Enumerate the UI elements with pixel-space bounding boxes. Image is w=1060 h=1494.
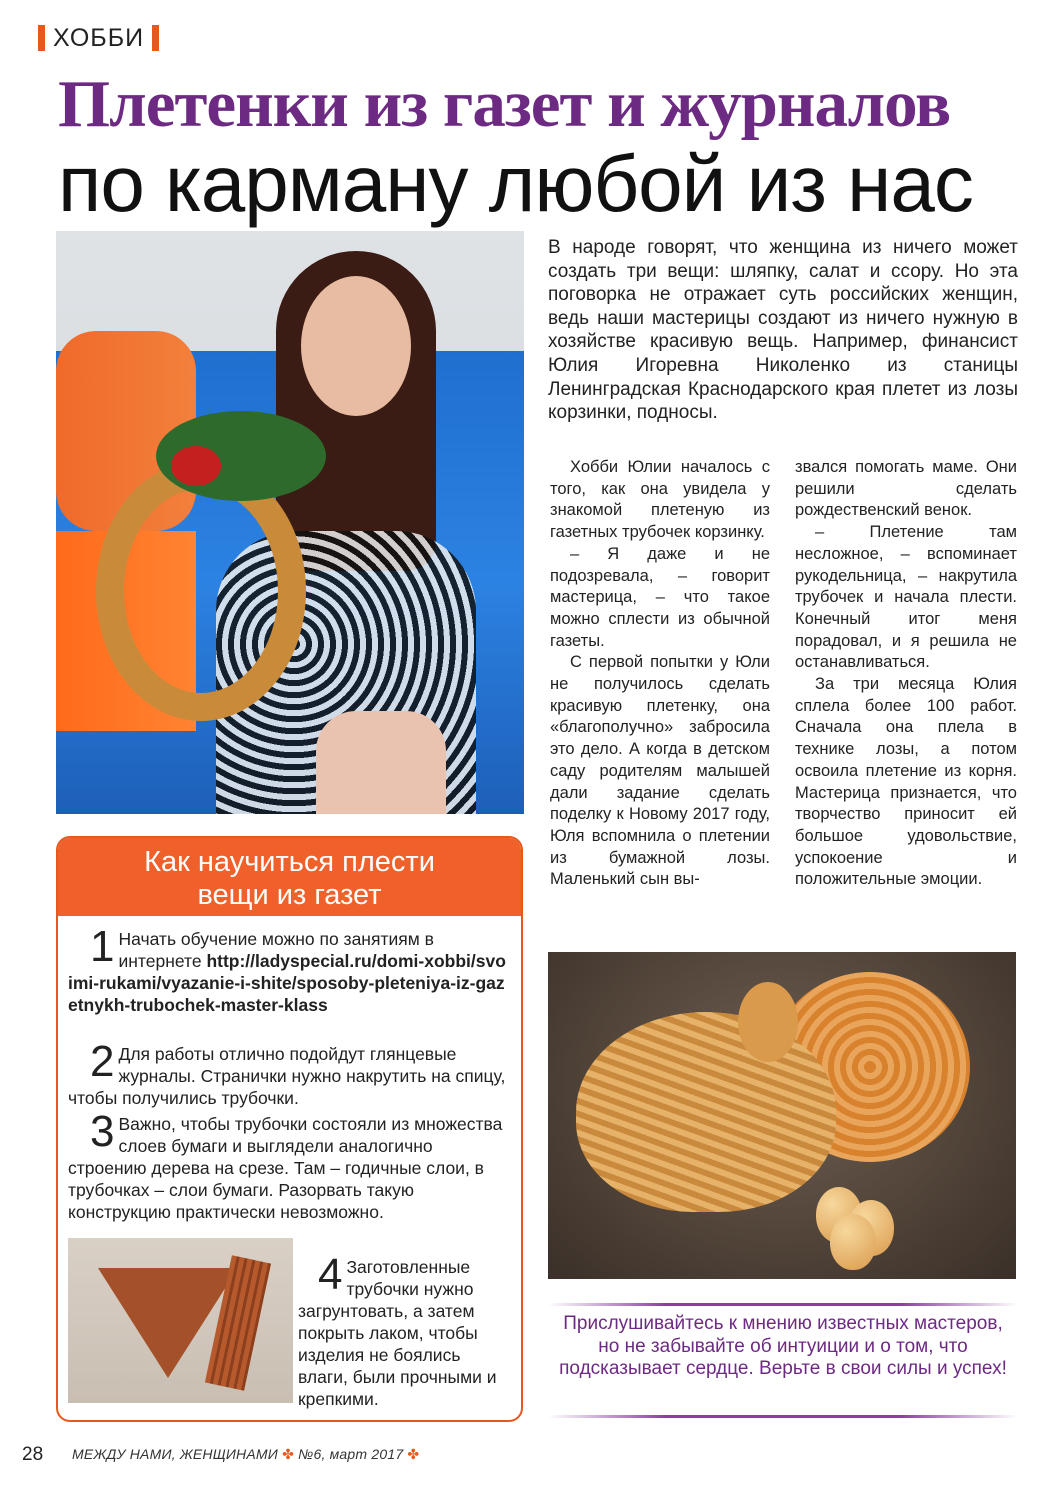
headline-line1: Плетенки из газет и журналов bbox=[58, 67, 951, 141]
item-number: 1 bbox=[90, 922, 115, 971]
legs-shape bbox=[316, 711, 446, 814]
clover-icon: ✤ bbox=[407, 1446, 420, 1462]
clover-icon: ✤ bbox=[282, 1446, 295, 1462]
column-a-paragraph-2: – Я даже и не подозревала, – говорит мастерица, – что такое можно сплести из обычной газеты. bbox=[550, 544, 770, 650]
rubric-label: ХОББИ bbox=[53, 23, 145, 52]
item-url-link[interactable]: http://ladyspecial.ru/domi-xobbi/svoimi-rukami/vyazanie-i-shite/sposoby-pleteniya-iz-gazetnykh-trubochek-master-klass bbox=[68, 951, 506, 1015]
face-shape bbox=[301, 276, 411, 416]
sidebar-title-line2: вещи из газет bbox=[197, 879, 382, 911]
quote-rule-top bbox=[548, 1303, 1018, 1306]
item-text: Важно, чтобы трубочки состояли из множества слоев бумаги и выглядели аналогично строению дерева на срезе. Там – годичные слои, в трубочках – слои бумаги. Разорвать такую конструкцию практически невозможно. bbox=[68, 1114, 503, 1222]
magazine-name: МЕЖДУ НАМИ, ЖЕНЩИНАМИ bbox=[72, 1446, 278, 1462]
item-text: Начать обучение можно по занятиям в интернете bbox=[118, 929, 434, 971]
issue-info: №6, март 2017 bbox=[298, 1446, 404, 1462]
sidebar-title bbox=[58, 838, 521, 916]
column-b-paragraph-2: – Плетение там несложное, – вспоминает рукодельница, – накрутила трубочек и начала плести. Конечный итог меня порадовал, и я решила не останавливаться. bbox=[795, 523, 1017, 672]
quote-rule-bottom bbox=[548, 1415, 1018, 1418]
sidebar-item-4 bbox=[298, 1250, 508, 1410]
photo-woman-with-wreath bbox=[56, 231, 524, 814]
column-b bbox=[795, 457, 1017, 891]
wicker-hen-basket-shape bbox=[576, 1012, 836, 1212]
egg-shape bbox=[830, 1214, 876, 1270]
headline-line2: по карману любой из нас bbox=[58, 139, 973, 228]
wreath-shape bbox=[96, 461, 306, 721]
column-b-paragraph-3: За три месяца Юлия сплела более 100 работ. Сначала она плела в технике лозы, а потом освоила плетение из корня. Мастерица признается, что творчество приносит ей большое удовольствие, успокоение и положительные эмоции. bbox=[795, 675, 1017, 889]
rubric-bar-right bbox=[152, 25, 159, 51]
sidebar-item-3 bbox=[68, 1107, 508, 1223]
photo-wicker-hen-and-plate bbox=[548, 952, 1016, 1279]
sidebar-item-1 bbox=[68, 922, 508, 1016]
lead-paragraph: В народе говорят, что женщина из ничего может создать три вещи: шляпку, салат и ссору. Но эта поговорка не отражает суть российских женщин, ведь наши мастерицы создают из ничего нужную в хозяйстве красивую вещь. Например, финансист Юлия Игоревна Николенко из станицы Ленинградская Краснодарского края плетет из лозы корзинки, подносы. bbox=[548, 237, 1018, 424]
rubric bbox=[38, 24, 159, 52]
page-number: 28 bbox=[22, 1444, 44, 1465]
photo-woven-triangle bbox=[68, 1238, 293, 1403]
footer-running-title bbox=[72, 1446, 419, 1463]
hen-head-shape bbox=[738, 982, 798, 1062]
column-a-paragraph-1: Хобби Юлии началось с того, как она увидела у знакомой плетеную из газетных трубочек корзинку. bbox=[550, 458, 770, 542]
item-number: 2 bbox=[90, 1037, 115, 1086]
column-a-paragraph-3: С первой попытки у Юли не получилось сделать красивую плетенку, она «благополучно» забросила это дело. А когда в детском саду родителям малышей дали задание сделать поделку к Новому 2017 году, Юля вспомнила о плетении из бумажной лозы. Маленький сын вы- bbox=[550, 653, 770, 889]
berries-shape bbox=[171, 446, 221, 486]
sidebar-item-2 bbox=[68, 1037, 508, 1109]
item-number: 3 bbox=[90, 1107, 115, 1156]
rubric-bar-left bbox=[38, 25, 45, 51]
quote-text: Прислушивайтесь к мнению известных мастеров, но не забывайте об интуиции и о том, что подсказывает сердце. Верьте в свои силы и успех! bbox=[559, 1313, 1007, 1379]
item-number: 4 bbox=[318, 1250, 343, 1299]
column-a bbox=[550, 457, 770, 891]
item-text: Заготовленные трубочки нужно загрунтовать, а затем покрыть лаком, чтобы изделия не боялись влаги, были прочными и крепкими. bbox=[298, 1257, 497, 1409]
sidebar-title-line1: Как научиться плести bbox=[144, 846, 435, 878]
column-b-paragraph-1: звался помогать маме. Они решили сделать рождественский венок. bbox=[795, 458, 1017, 520]
item-text: Для работы отлично подойдут глянцевые журналы. Странички нужно накрутить на спицу, чтобы получились трубочки. bbox=[68, 1044, 506, 1108]
pull-quote bbox=[548, 1303, 1018, 1418]
